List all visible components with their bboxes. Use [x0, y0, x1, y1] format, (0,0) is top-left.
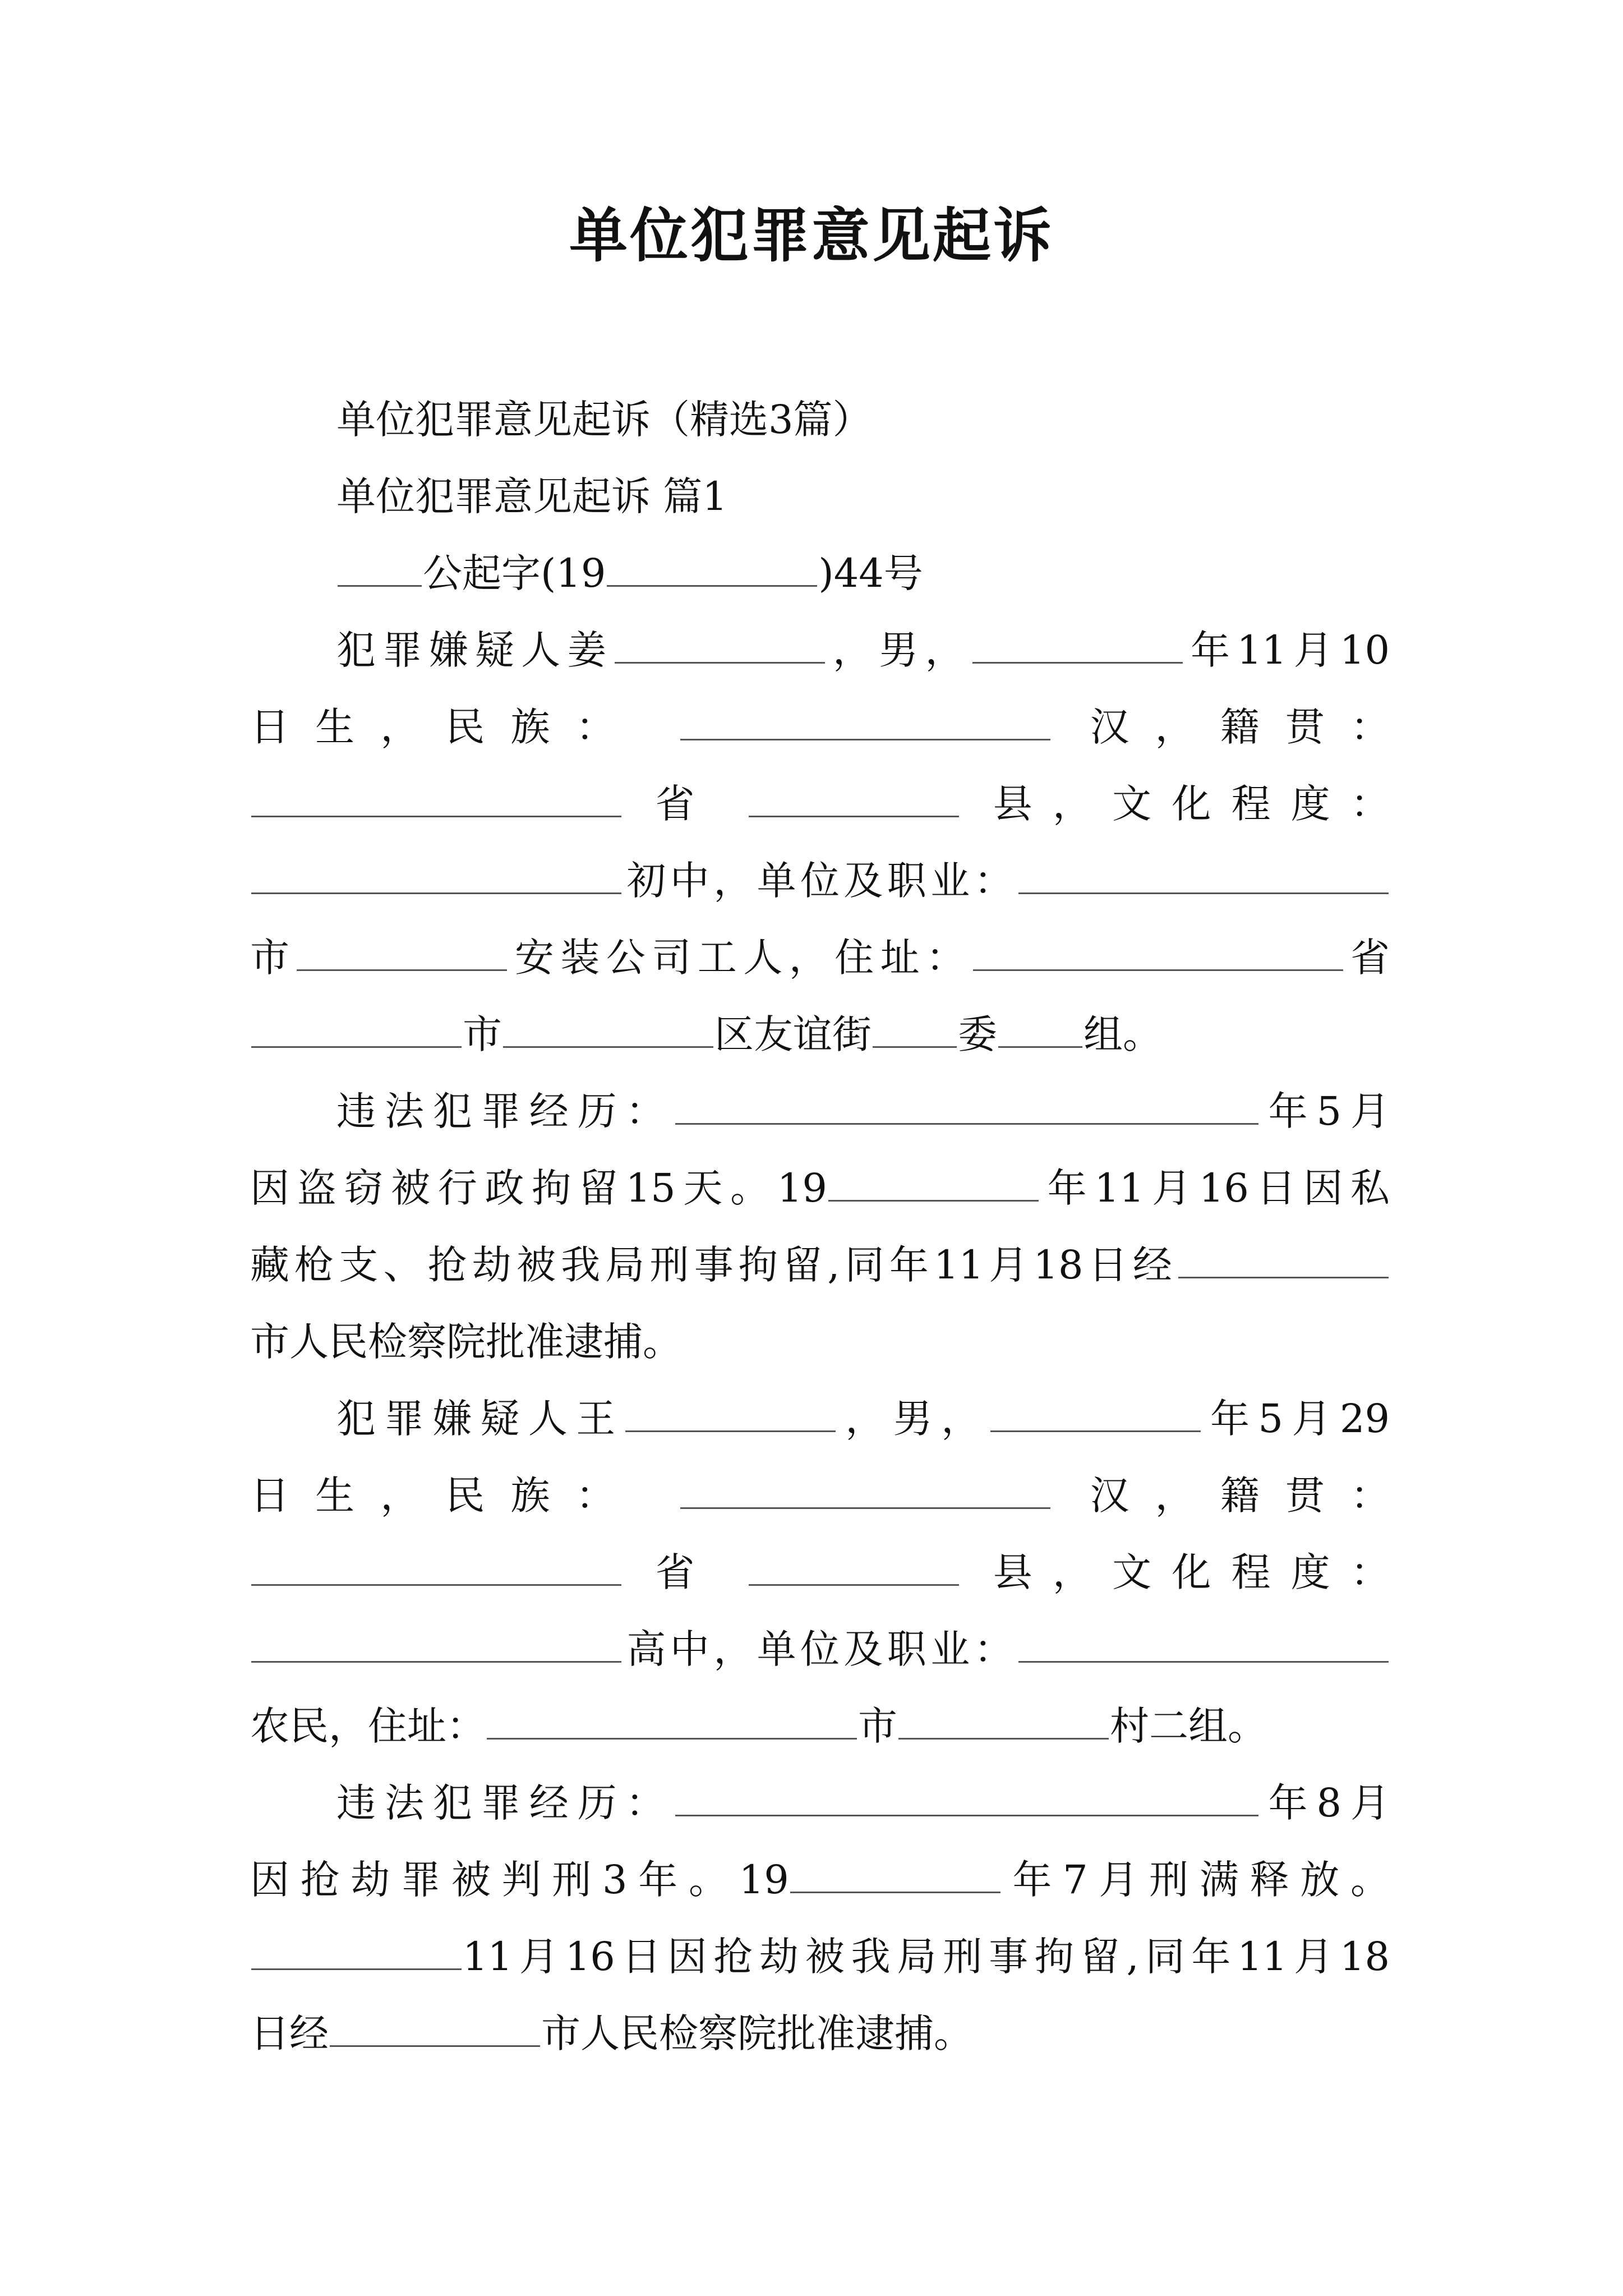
text-run: 年7月刑满释放。	[1001, 1857, 1390, 1903]
record-1-section	[250, 1073, 1390, 1381]
part-heading-text: 单位犯罪意见起诉 篇1	[336, 473, 727, 519]
suspect-2-line-2	[250, 1457, 1390, 1534]
blank-field	[790, 1859, 1000, 1893]
part-heading	[250, 458, 1390, 535]
text-run: 犯罪嫌疑人王	[336, 1396, 624, 1442]
text-run: 年5月	[1259, 1088, 1390, 1134]
text-run: 日生，民族：	[250, 1473, 641, 1519]
blank-field	[251, 1628, 621, 1663]
blank-field	[1178, 1244, 1389, 1278]
suspect-2-line-1	[250, 1381, 1390, 1457]
suspect-1-line-4	[250, 843, 1390, 919]
record-2-line-1	[250, 1765, 1390, 1842]
blank-field	[873, 1014, 957, 1048]
record-1-line-4	[250, 1304, 1390, 1381]
blank-field	[625, 1398, 836, 1432]
blank-field	[1018, 1628, 1389, 1663]
text-run: 藏枪支、抢劫被我局刑事拘留,同年11月18日经	[250, 1242, 1177, 1288]
text-run: 汉，籍贯：	[1090, 704, 1390, 750]
text-run: 市人民检察院批准逮捕。	[541, 2010, 973, 2056]
text-run: 省	[655, 781, 715, 827]
text-run: 犯罪嫌疑人姜	[336, 627, 614, 673]
case-number-before: 公起字(19	[423, 550, 606, 596]
record-1-line-1	[250, 1073, 1390, 1150]
blank-field	[998, 1014, 1082, 1048]
blank-field	[749, 783, 959, 817]
record-2-line-2	[250, 1842, 1390, 1918]
blank-field	[680, 1475, 1050, 1509]
blank-field	[675, 1782, 1258, 1816]
blank-field	[973, 937, 1343, 971]
blank-field	[898, 1705, 1109, 1740]
text-run: 年11月16日因私	[1039, 1165, 1390, 1211]
text-run: 省	[655, 1549, 715, 1595]
case-number	[250, 535, 1390, 612]
blank-field	[487, 1705, 857, 1740]
text-run: 年8月	[1259, 1780, 1390, 1826]
blank-field	[615, 629, 825, 664]
document-body	[250, 381, 1390, 2072]
blank-field	[749, 1552, 959, 1586]
record-2-line-3	[250, 1918, 1390, 1995]
suspect-2-line-4	[250, 1611, 1390, 1688]
text-run: 委	[958, 1011, 997, 1057]
text-run: 年11月10	[1183, 627, 1390, 673]
blank-field	[251, 1552, 621, 1586]
blank-field	[972, 629, 1183, 664]
text-run: 年5月29	[1201, 1396, 1390, 1442]
blank-field	[330, 2013, 540, 2047]
suspect-1-line-3	[250, 766, 1390, 843]
text-run: 因抢劫罪被判刑3年。19	[250, 1857, 789, 1903]
text-run: 高中，单位及职业：	[623, 1626, 1017, 1672]
suspect-1-line-5	[250, 919, 1390, 996]
document-title: 单位犯罪意见起诉	[569, 201, 1054, 270]
record-2-line-4	[250, 1995, 1390, 2072]
text-run: 违法犯罪经历：	[336, 1088, 674, 1134]
suspect-1-line-1	[250, 612, 1390, 689]
text-run: 市	[858, 1703, 897, 1749]
text-run: 11月16日因抢劫被我局刑事拘留,同年11月18	[463, 1934, 1390, 1980]
blank-field	[251, 1936, 462, 1970]
suspect-1-section	[250, 612, 1390, 1073]
blank-field	[828, 1167, 1039, 1202]
blank-field	[680, 706, 1050, 740]
blank-field	[297, 937, 507, 971]
suspect-2-section	[250, 1381, 1390, 1765]
text-run: 汉，籍贯：	[1090, 1473, 1390, 1519]
text-run: 市	[250, 935, 296, 981]
text-run: 日生，民族：	[250, 704, 641, 750]
suspect-2-line-5	[250, 1688, 1390, 1765]
text-run: 组。	[1083, 1011, 1162, 1057]
text-run: 农民，住址：	[250, 1703, 486, 1749]
blank-field	[251, 1014, 462, 1048]
blank-field	[503, 1014, 713, 1048]
record-1-line-2	[250, 1150, 1390, 1227]
blank-field	[675, 1091, 1258, 1125]
blank-field	[1018, 860, 1389, 894]
blank-field	[251, 783, 621, 817]
text-run: 日经	[250, 2010, 329, 2056]
suspect-1-line-2	[250, 689, 1390, 766]
text-run: 省	[1344, 935, 1390, 981]
blank-field	[607, 553, 817, 587]
text-run: 安装公司工人，住址：	[508, 935, 972, 981]
blank-field	[251, 860, 621, 894]
text-run: 区友谊街	[714, 1011, 872, 1057]
subtitle	[250, 381, 1390, 458]
text-run: 市人民检察院批准逮捕。	[250, 1319, 682, 1365]
blank-field	[990, 1398, 1201, 1432]
text-run: 县，文化程度：	[993, 1549, 1390, 1595]
text-run: 违法犯罪经历：	[336, 1780, 674, 1826]
record-2-section	[250, 1765, 1390, 2072]
suspect-1-line-6	[250, 996, 1390, 1073]
text-run: 村二组。	[1110, 1703, 1267, 1749]
subtitle-text: 单位犯罪意见起诉（精选3篇）	[336, 397, 872, 443]
case-number-after: )44号	[818, 550, 923, 596]
suspect-2-line-3	[250, 1534, 1390, 1611]
blank-field	[338, 553, 422, 587]
record-1-line-3	[250, 1227, 1390, 1304]
text-run: 初中，单位及职业：	[623, 858, 1017, 904]
text-run: ，男，	[836, 1396, 989, 1442]
text-run: 县，文化程度：	[993, 781, 1390, 827]
text-run: 因盗窃被行政拘留15天。19	[250, 1165, 827, 1211]
text-run: 市	[463, 1011, 502, 1057]
text-run: ，男，	[826, 627, 971, 673]
